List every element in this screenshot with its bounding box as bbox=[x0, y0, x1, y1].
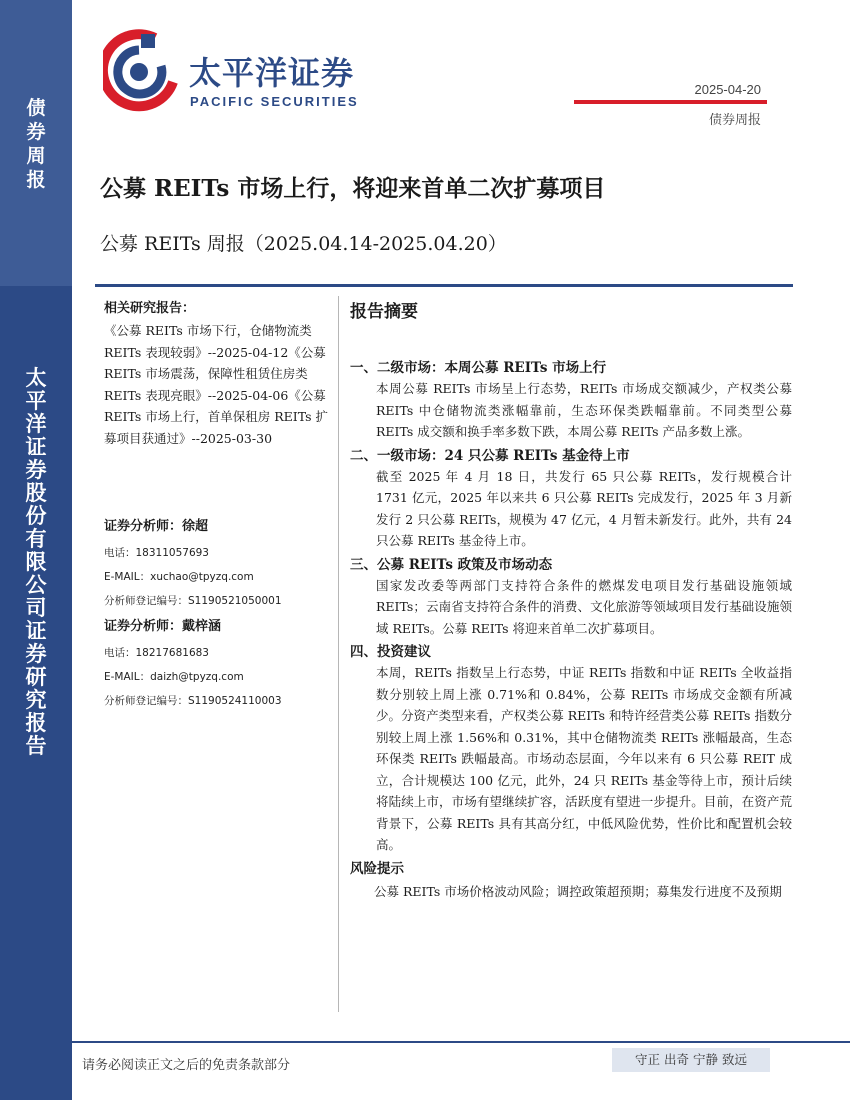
sidebar-company-label: 太 平 洋 证 券 股 份 有 限 公 司 证 券 研 究 报 告 bbox=[25, 365, 47, 758]
title-divider bbox=[95, 284, 793, 287]
sidebar bbox=[0, 0, 72, 1100]
footer-divider bbox=[72, 1041, 850, 1043]
logo-chinese-name: 太平洋证券 bbox=[189, 54, 355, 92]
column-divider bbox=[338, 296, 339, 1012]
section-text: 本周，REITs 指数呈上行态势，中证 REITs 指数和中证 REITs 全收益指数分别较上周上涨 0.71%和 0.84%，公募 REITs 市场成交金额有所减少。分资产类型来看，产权类公募 REITs 和特许经营类公募 REITs 指数分别较上周上涨 1.56%和 0.31%，其中仓储物流类 REITs 涨幅最高，生态环保类 REITs 跌幅最高。市场动态层面，今年以来有 6 只公募 REIT 成立，合计规模达 100 亿元，此外，24 只 REITs 基金等待上市，预计后续将陆续上市，市场有望继续扩容，活跃度有望进一步提升。目前，在资产荒背景下，公募 REITs 具有其高分红，中低风险优势，性价比和配置机会较高。 bbox=[376, 665, 792, 852]
section-heading: 四、投资建议 bbox=[350, 644, 431, 660]
section-heading: 三、公募 REITs 政策及市场动态 bbox=[350, 556, 553, 573]
company-logo bbox=[103, 22, 363, 122]
report-date: 2025-04-20 bbox=[694, 82, 761, 97]
disclaimer-link[interactable]: 请务必阅读正文之后的免责条款部分 bbox=[82, 1058, 291, 1073]
related-label: 相关研究报告： bbox=[104, 301, 196, 316]
company-motto: 守正 出奇 宁静 致远 bbox=[612, 1048, 770, 1072]
section-text: 截至 2025 年 4 月 18 日，共发行 65 只公募 REITs，发行规模合计 1731 亿元，2025 年以来共 6 只公募 REITs 完成发行，2025 年 3 月新发行 2 只公募 REITs，规模为 47 亿元，4 月暂未新发行。此外，共有 24 只公募 REITs 基金待上市。 bbox=[376, 468, 792, 548]
risk-title: 风险提示 bbox=[350, 860, 404, 877]
date-accent-line bbox=[574, 100, 767, 104]
analyst-registration: 分析师登记编号：S1190521050001 bbox=[104, 595, 282, 607]
section-heading: 一、二级市场：本周公募 REITs 市场上行 bbox=[350, 360, 607, 376]
analyst-name: 证券分析师：戴梓涵 bbox=[104, 619, 222, 634]
related-research bbox=[104, 300, 330, 449]
section-text: 国家发改委等两部门支持符合条件的燃煤发电项目发行基础设施领域 REITs；云南省支持符合条件的消费、文化旅游等领域项目发行基础设施领域 REITs。公募 REITs 将迎来首单二次扩募项目。 bbox=[376, 577, 792, 636]
section-text: 本周公募 REITs 市场呈上行态势，REITs 市场成交额减少，产权类公募 REITs 中仓储物流类涨幅靠前，生态环保类跌幅靠前。不同类型公募 REITs 成交额和换手率多数下跌，本周公募 REITs 产品多数上涨。 bbox=[376, 381, 792, 439]
page-subtitle: 公募 REITs 周报（2025.04.14-2025.04.20） bbox=[100, 233, 507, 255]
logo-emblem-icon bbox=[103, 22, 183, 122]
report-summary bbox=[350, 300, 792, 902]
page-title: 公募 REITs 市场上行，将迎来首单二次扩募项目 bbox=[100, 175, 606, 202]
analyst-card bbox=[104, 515, 330, 613]
logo-english-name: PACIFIC SECURITIES bbox=[190, 94, 359, 109]
related-list: 《公募 REITs 市场下行，仓储物流类 REITs 表现较弱》--2025-04-12《公募 REITs 市场震荡，保障性租赁住房类 REITs 表现亮眼》--2025-04-06《公募 REITs 市场上行，首单保租房 REITs 扩募项目获通过》--2025-03-30 bbox=[104, 323, 329, 446]
analyst-phone: 电话：18217681683 bbox=[104, 647, 209, 659]
document-type: 债券周报 bbox=[708, 113, 761, 128]
sidebar-report-type: 债 券 周 报 bbox=[26, 97, 46, 191]
analyst-card bbox=[104, 615, 330, 713]
section-heading: 二、一级市场：24 只公募 REITs 基金待上市 bbox=[350, 447, 630, 464]
analyst-registration: 分析师登记编号：S1190524110003 bbox=[104, 695, 282, 707]
analyst-name: 证券分析师：徐超 bbox=[104, 519, 209, 534]
risk-text: 公募 REITs 市场价格波动风险；调控政策超预期；募集发行进度不及预期 bbox=[374, 883, 782, 899]
summary-title: 报告摘要 bbox=[350, 302, 418, 322]
analyst-email: E-MAIL：daizh@tpyzq.com bbox=[104, 671, 244, 683]
analyst-phone: 电话：18311057693 bbox=[104, 547, 209, 559]
analyst-email: E-MAIL：xuchao@tpyzq.com bbox=[104, 571, 254, 583]
